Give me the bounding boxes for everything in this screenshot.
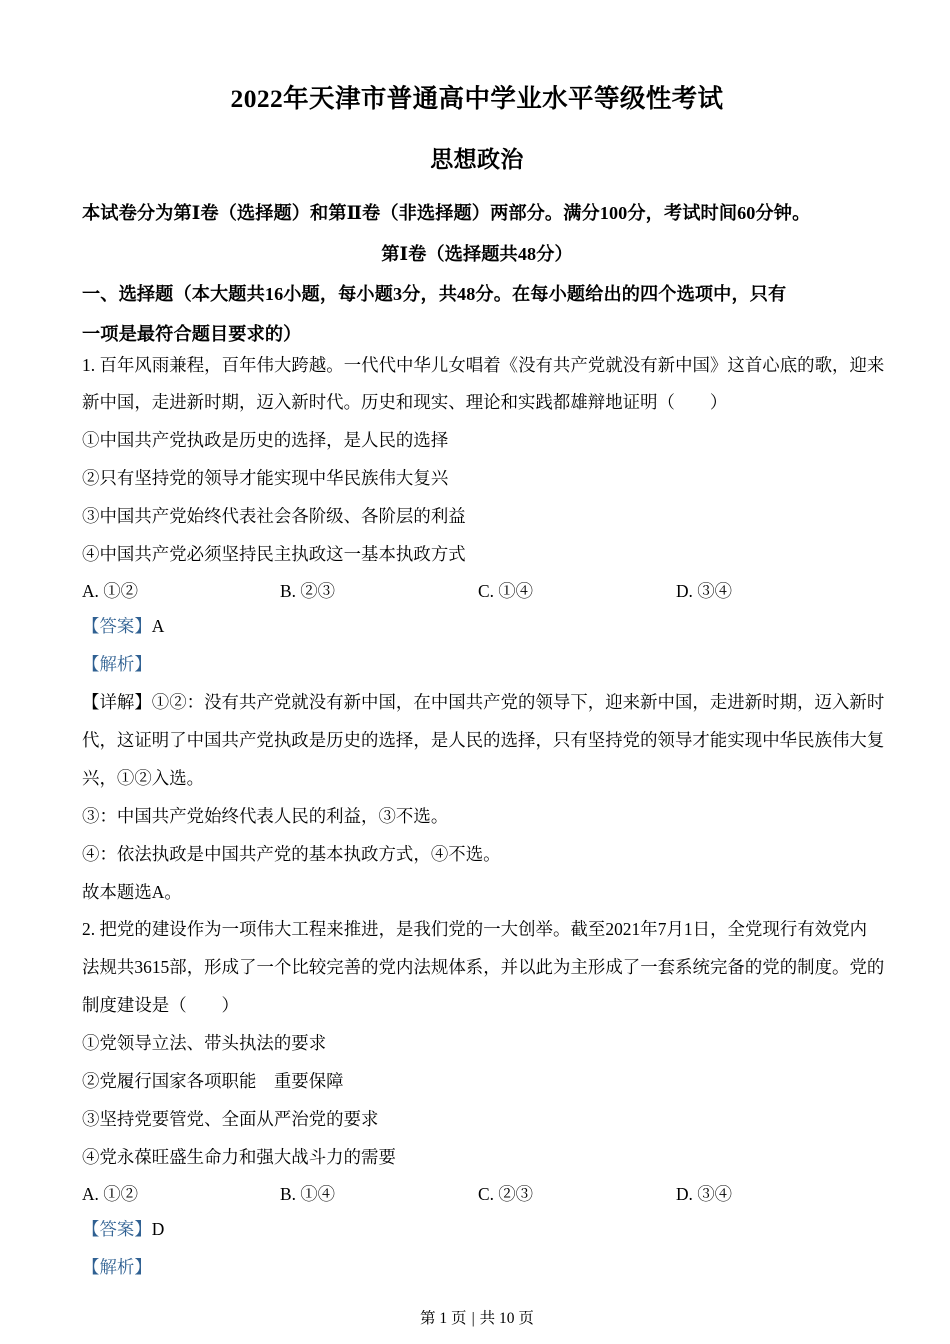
question-2-stem-line-3: 制度建设是（ ） [82, 995, 239, 1015]
question-1-statement-2: ②只有坚持党的领导才能实现中华民族伟大复兴 [82, 468, 449, 488]
question-1-detail-line-1: 【详解】①②：没有共产党就没有新中国，在中国共产党的领导下，迎来新中国，走进新时期，迈入新时 [82, 692, 885, 712]
multiple-choice-section-heading-line2: 一项是最符合题目要求的） [82, 324, 302, 344]
question-1-answer-value: A [151, 616, 165, 636]
question-2-stem-line-2: 法规共3615部，形成了一个比较完善的党内法规体系，并以此为主形成了一套系统完备的党的制度。党的 [82, 957, 885, 977]
question-1-choice-d[interactable]: D. ③④ [676, 581, 733, 601]
section-part-one-heading: 第Ⅰ卷（选择题共48分） [381, 244, 573, 264]
question-2-answer-row [82, 1221, 882, 1238]
subject-title: 思想政治 [430, 147, 524, 172]
footer-current-page: 第 1 页 [420, 1310, 467, 1327]
question-1-analysis-label: 【解析】 [82, 654, 152, 674]
answer-label: 【答案】 [82, 1219, 152, 1239]
question-1-statement-4: ④中国共产党必须坚持民主执政这一基本执政方式 [82, 544, 466, 564]
question-1-choices [82, 580, 882, 602]
question-2-choices [82, 1183, 882, 1205]
question-2-stem-line-1: 2. 把党的建设作为一项伟大工程来推进，是我们党的一大创举。截至2021年7月1日，全党现行有效党内 [82, 919, 868, 939]
answer-label: 【答案】 [82, 616, 152, 636]
page-footer [82, 1311, 872, 1327]
question-1-detail-line-5: ④：依法执政是中国共产党的基本执政方式，④不选。 [82, 844, 501, 864]
question-1-stem-line-2: 新中国，走进新时期，迈入新时代。历史和现实、理论和实践都雄辩地证明（ ） [82, 392, 728, 412]
question-1-detail-line-4: ③：中国共产党始终代表人民的利益，③不选。 [82, 806, 449, 826]
question-1-choice-c[interactable]: C. ①④ [478, 581, 534, 601]
footer-separator: | [471, 1310, 475, 1327]
footer-total-pages: 共 10 页 [479, 1310, 534, 1327]
question-1-statement-3: ③中国共产党始终代表社会各阶级、各阶层的利益 [82, 506, 466, 526]
question-2-choice-c[interactable]: C. ②③ [478, 1184, 534, 1204]
question-1-statement-1: ①中国共产党执政是历史的选择，是人民的选择 [82, 430, 449, 450]
question-2-analysis-label: 【解析】 [82, 1257, 152, 1277]
question-1-choice-b[interactable]: B. ②③ [280, 581, 336, 601]
question-2-choice-d[interactable]: D. ③④ [676, 1184, 733, 1204]
page-title: 2022年天津市普通高中学业水平等级性考试 [230, 84, 724, 113]
question-1-answer-row [82, 618, 882, 635]
question-1-stem-line-1: 1. 百年风雨兼程，百年伟大跨越。一代代中华儿女唱着《没有共产党就没有新中国》这首心底的歌，迎来 [82, 355, 885, 375]
question-2-choice-b[interactable]: B. ①④ [280, 1184, 336, 1204]
question-2-statement-2: ②党履行国家各项职能 重要保障 [82, 1071, 344, 1091]
question-2-answer-value: D [151, 1219, 165, 1239]
question-1-detail-line-6: 故本题选A。 [82, 882, 182, 902]
question-2-choice-a[interactable]: A. ①② [82, 1184, 139, 1204]
multiple-choice-section-heading-line1: 一、选择题（本大题共16小题，每小题3分，共48分。在每小题给出的四个选项中，只有 [82, 284, 787, 304]
exam-instructions-line: 本试卷分为第Ⅰ卷（选择题）和第Ⅱ卷（非选择题）两部分。满分100分，考试时间60分钟。 [82, 203, 811, 223]
question-2-statement-1: ①党领导立法、带头执法的要求 [82, 1033, 327, 1053]
question-2-statement-3: ③坚持党要管党、全面从严治党的要求 [82, 1109, 379, 1129]
question-1-choice-a[interactable]: A. ①② [82, 581, 139, 601]
question-1-detail-line-3: 兴，①②入选。 [82, 768, 205, 788]
question-1-detail-line-2: 代，这证明了中国共产党执政是历史的选择，是人民的选择，只有坚持党的领导才能实现中华民族伟大复 [82, 730, 885, 750]
question-2-statement-4: ④党永葆旺盛生命力和强大战斗力的需要 [82, 1147, 396, 1167]
